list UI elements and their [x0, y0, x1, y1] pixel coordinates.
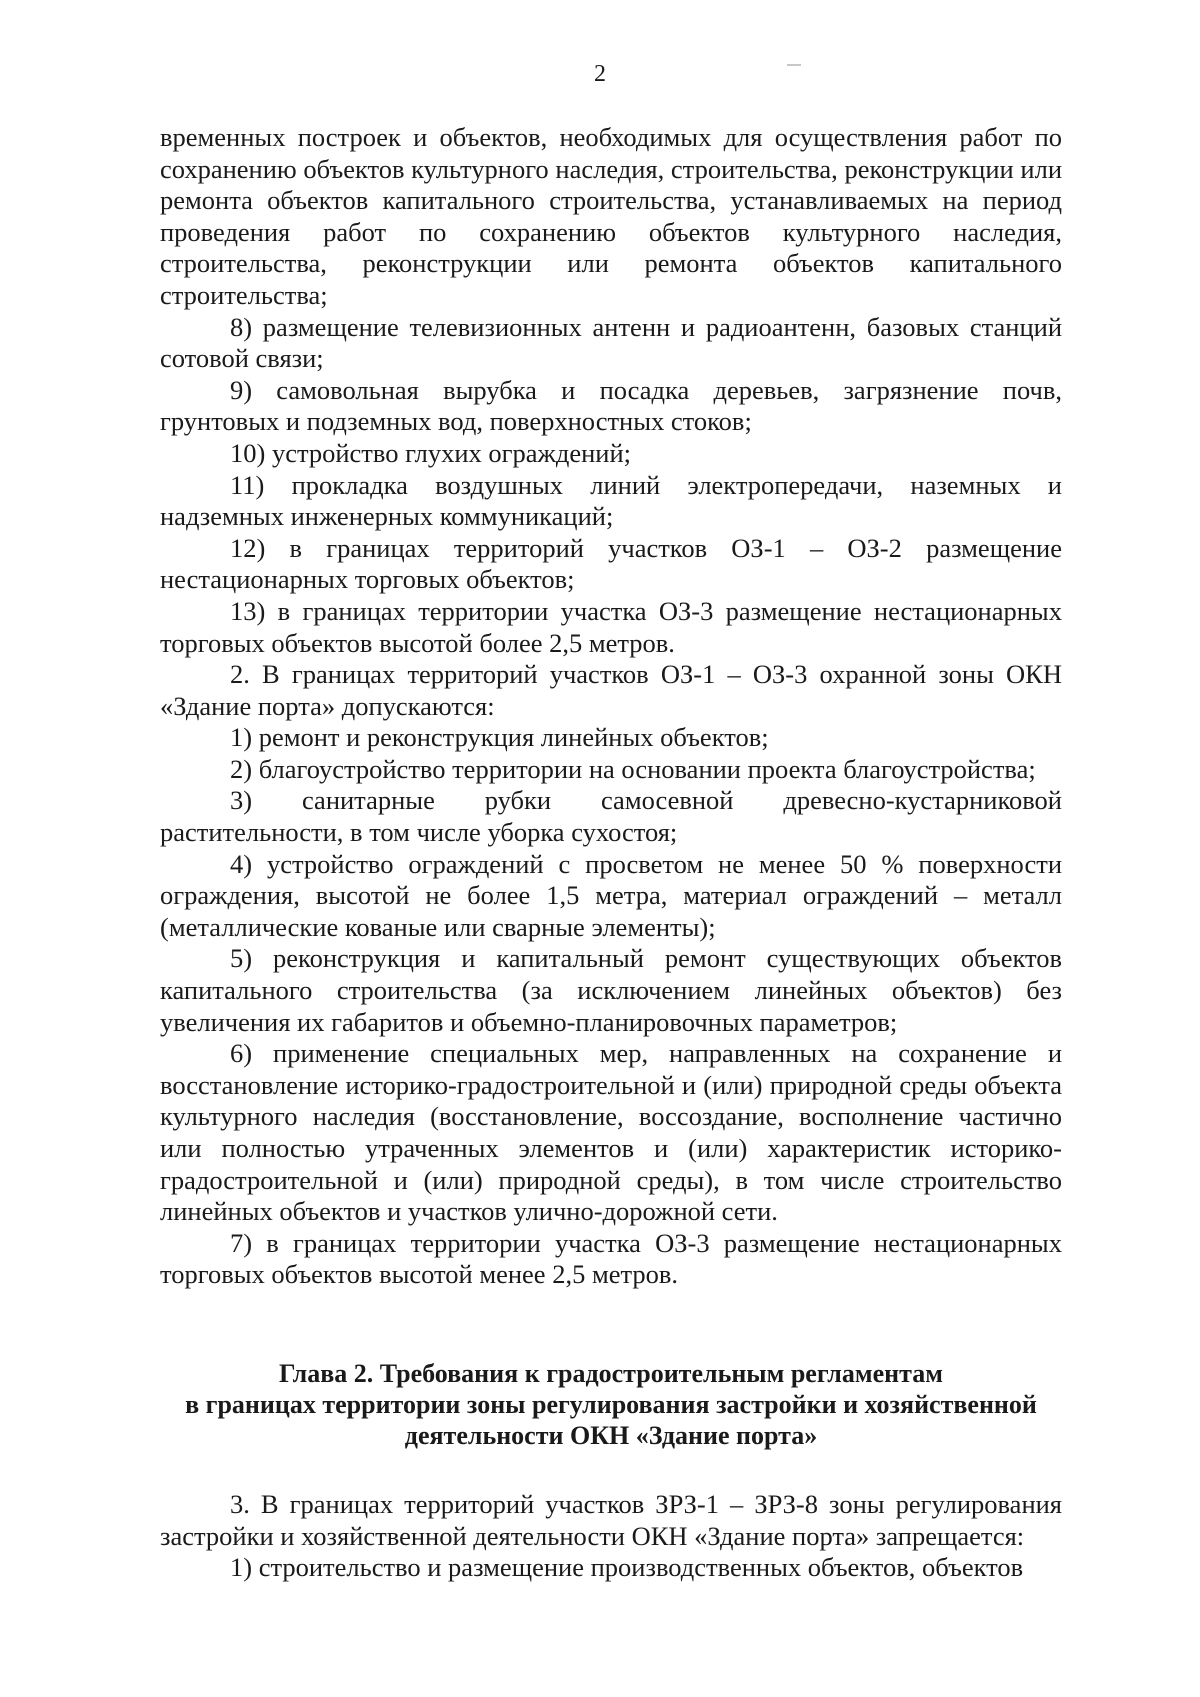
- list-item-11: 11) прокладка воздушных линий электропередачи, наземных и надземных инженерных коммуникаций;: [160, 469, 1062, 532]
- clause-2-item-4: 4) устройство ограждений с просветом не менее 50 % поверхности ограждения, высотой не более 1,5 метра, материал ограждений – металл (металлические кованые или сварные элементы);: [160, 848, 1062, 942]
- clause-3-item-1: 1) строительство и размещение производственных объектов, объектов: [230, 1552, 1024, 1583]
- list-item-9: 9) самовольная вырубка и посадка деревьев, загрязнение почв, грунтовых и подземных вод, поверхностных стоков;: [160, 374, 1062, 437]
- chapter-heading-line-2: в границах территории зоны регулирования застройки и хозяйственной: [185, 1390, 1037, 1419]
- list-item-13: 13) в границах территории участка ОЗ-3 размещение нестационарных торговых объектов высотой более 2,5 метров.: [160, 595, 1062, 658]
- chapter-heading: [160, 1358, 1062, 1451]
- clause-2: 2. В границах территорий участков ОЗ-1 – ОЗ-3 охранной зоны ОКН «Здание порта» допускаются:: [160, 659, 1062, 721]
- page-number: 2: [594, 61, 606, 87]
- list-item-8: 8) размещение телевизионных антенн и радиоантенн, базовых станций сотовой связи;: [160, 311, 1062, 374]
- document-body-chapter-2: [160, 1489, 1062, 1584]
- clause-2-item-2: 2) благоустройство территории на основании проекта благоустройства;: [230, 753, 1036, 784]
- paragraph-continuation: временных построек и объектов, необходимых для осуществления работ по сохранению объектов культурного наследия, строительства, реконструкции или ремонта объектов капитального строительства, устанавливаемых на период проведения работ по сохранению объектов культурного наследия, строительства, реконструкции или ремонта объектов капитального строительства;: [160, 122, 1062, 310]
- document-body: [160, 122, 1062, 1291]
- clause-2-item-6: 6) применение специальных мер, направленных на сохранение и восстановление историко-градостроительной и (или) природной среды объекта культурного наследия (восстановление, воссоздание, восполнение частично или полностью утраченных элементов и (или) характеристик историко-градостроительной и (или) природной среды), в том числе строительство линейных объектов и участков улично-дорожной сети.: [160, 1038, 1062, 1227]
- clause-2-item-7: 7) в границах территории участка ОЗ-3 размещение нестационарных торговых объектов высотой менее 2,5 метров.: [160, 1227, 1062, 1290]
- scan-artifact: [787, 64, 801, 66]
- clause-2-item-5: 5) реконструкция и капитальный ремонт существующих объектов капитального строительства (за исключением линейных объектов) без увеличения их габаритов и объемно-планировочных параметров;: [160, 943, 1062, 1037]
- list-item-10: 10) устройство глухих ограждений;: [230, 437, 631, 468]
- clause-2-item-3: 3) санитарные рубки самосевной древесно-кустарниковой растительности, в том числе уборка сухостоя;: [160, 785, 1062, 848]
- chapter-heading-line-3: деятельности ОКН «Здание порта»: [404, 1421, 818, 1450]
- clause-3: 3. В границах территорий участков ЗРЗ-1 – ЗРЗ-8 зоны регулирования застройки и хозяйственной деятельности ОКН «Здание порта» запрещается:: [160, 1489, 1062, 1551]
- list-item-12: 12) в границах территорий участков ОЗ-1 – ОЗ-2 размещение нестационарных торговых объектов;: [160, 532, 1062, 595]
- clause-2-item-1: 1) ремонт и реконструкция линейных объектов;: [230, 722, 769, 753]
- chapter-heading-line-1: Глава 2. Требования к градостроительным регламентам: [279, 1359, 943, 1388]
